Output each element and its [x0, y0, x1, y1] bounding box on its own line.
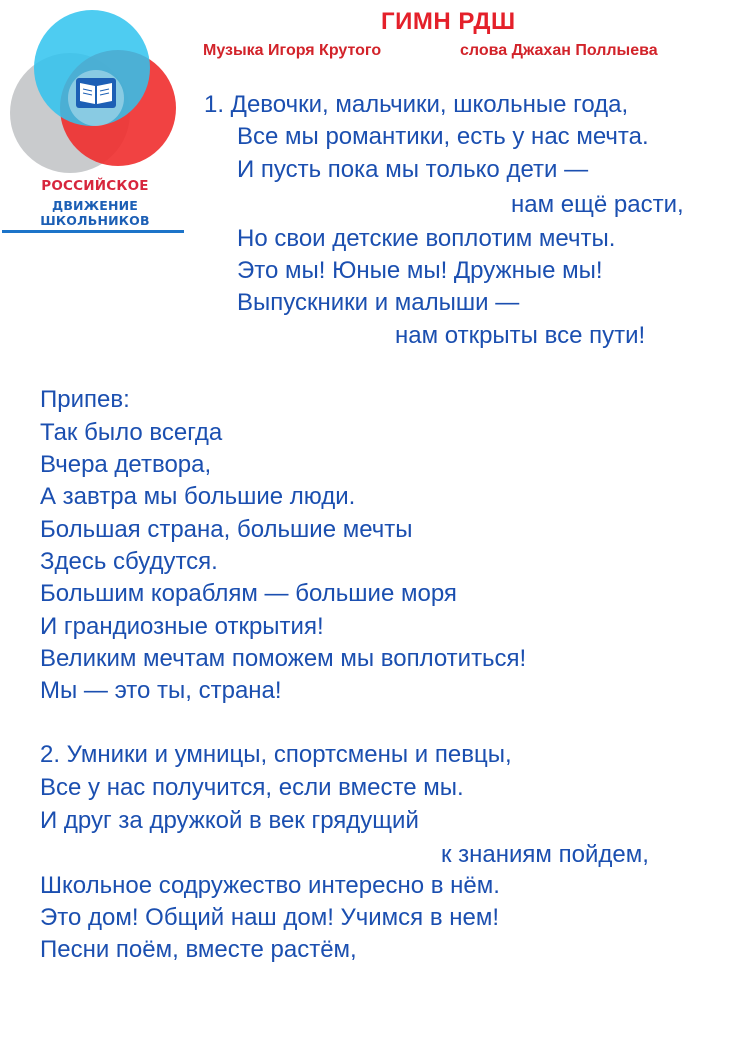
verse1-line: Выпускники и малыши — [237, 289, 520, 316]
rdsh-logo [0, 6, 190, 236]
verse1-line: нам открыты все пути! [395, 322, 646, 349]
lyrics-credit: слова Джахан Поллыева [460, 42, 658, 59]
verse2-line: И друг за дружкой в век грядущий [40, 807, 419, 834]
logo-text-line1: РОССИЙСКОЕ [41, 178, 149, 194]
logo-underline [2, 230, 184, 233]
verse2-line: Песни поём, вместе растём, [40, 936, 357, 963]
verse2-line: Все у нас получится, если вместе мы. [40, 774, 464, 801]
logo-text-line2: ДВИЖЕНИЕ ШКОЛЬНИКОВ [40, 198, 150, 228]
verse1-line: И пусть пока мы только дети — [237, 156, 589, 183]
verse2-line: к знаниям пойдем, [441, 841, 649, 868]
verse1-line: Но свои детские воплотим мечты. [237, 225, 616, 252]
chorus-line: Мы — это ты, страна! [40, 677, 282, 704]
logo-circles-icon [0, 6, 190, 181]
verse2-line: Школьное содружество интересно в нём. [40, 872, 500, 899]
chorus-line: Большим кораблям — большие моря [40, 580, 457, 607]
verse1-line: 1. Девочки, мальчики, школьные года, [204, 91, 629, 118]
chorus-line: Вчера детвора, [40, 451, 212, 478]
chorus-line: А завтра мы большие люди. [40, 483, 356, 510]
chorus-label: Припев: [40, 386, 130, 413]
chorus-line: И грандиозные открытия! [40, 613, 324, 640]
chorus-line: Большая страна, большие мечты [40, 516, 413, 543]
verse1-line: нам ещё расти, [511, 191, 684, 218]
page-title: ГИМН РДШ [381, 8, 516, 35]
verse1-line: Все мы романтики, есть у нас мечта. [237, 123, 649, 150]
chorus-line: Здесь сбудутся. [40, 548, 218, 575]
chorus-line: Великим мечтам поможем мы воплотиться! [40, 645, 527, 672]
verse2-line: 2. Умники и умницы, спортсмены и певцы, [40, 741, 512, 768]
verse2-line: Это дом! Общий наш дом! Учимся в нем! [40, 904, 500, 931]
verse1-line: Это мы! Юные мы! Дружные мы! [237, 257, 603, 284]
chorus-line: Так было всегда [40, 419, 223, 446]
music-credit: Музыка Игоря Крутого [203, 42, 382, 59]
